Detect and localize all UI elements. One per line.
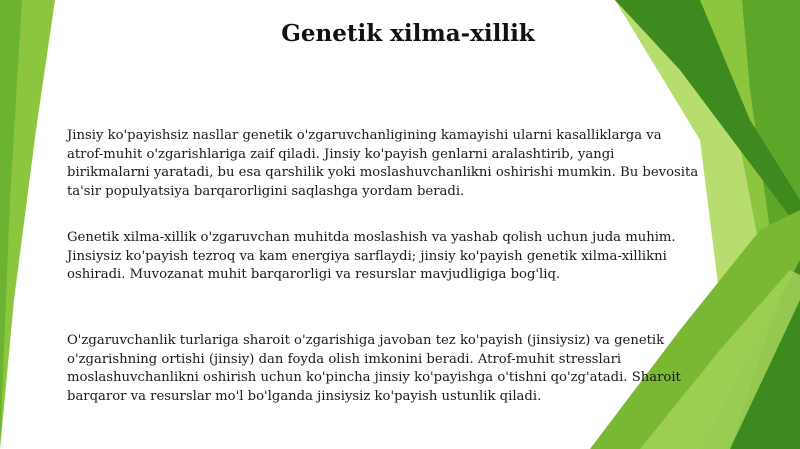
paragraph-1: Jinsiy ko'payishsiz nasllar genetik o'zgaruvchanligining kamayishi ularni kasalliklarga va atrof-muhit o'zgarishlariga zaif qiladi. Jinsiy ko'payish genlarni aralashtirib, yangi birikmalarni yaratadi, bu esa qarshilik yoki moslashuvchanlikni oshirishi mumkin. Bu bevosita ta'sir populyatsiya barqarorligini saqlashga yordam beradi. <box>67 128 699 199</box>
paragraph-2: Genetik xilma-xillik o'zgaruvchan muhitda moslashish va yashab qolish uchun juda muhim. Jinsiysiz ko'payish tezroq va kam energiya sarflaydi; jinsiy ko'payish genetik xilma-xillikni oshiradi. Muvozanat muhit barqarorligi va resurslar mavjudligiga bog'liq. <box>67 230 676 282</box>
paragraph-3: O'zgaruvchanlik turlariga sharoit o'zgarishiga javoban tez ko'payish (jinsiysiz) va genetik o'zgarishning ortishi (jinsiy) dan foyda olish imkonini beradi. Atrof-muhit stresslari moslashuvchanlikni oshirish uchun ko'pincha jinsiy ko'payishga o'tishni qo'zg'atadi. Sharoit barqaror va resurslar mo'l bo'lganda jinsiysiz ko'payish ustunlik qiladi. <box>67 333 681 404</box>
slide-title: Genetik xilma-xillik <box>281 20 535 47</box>
